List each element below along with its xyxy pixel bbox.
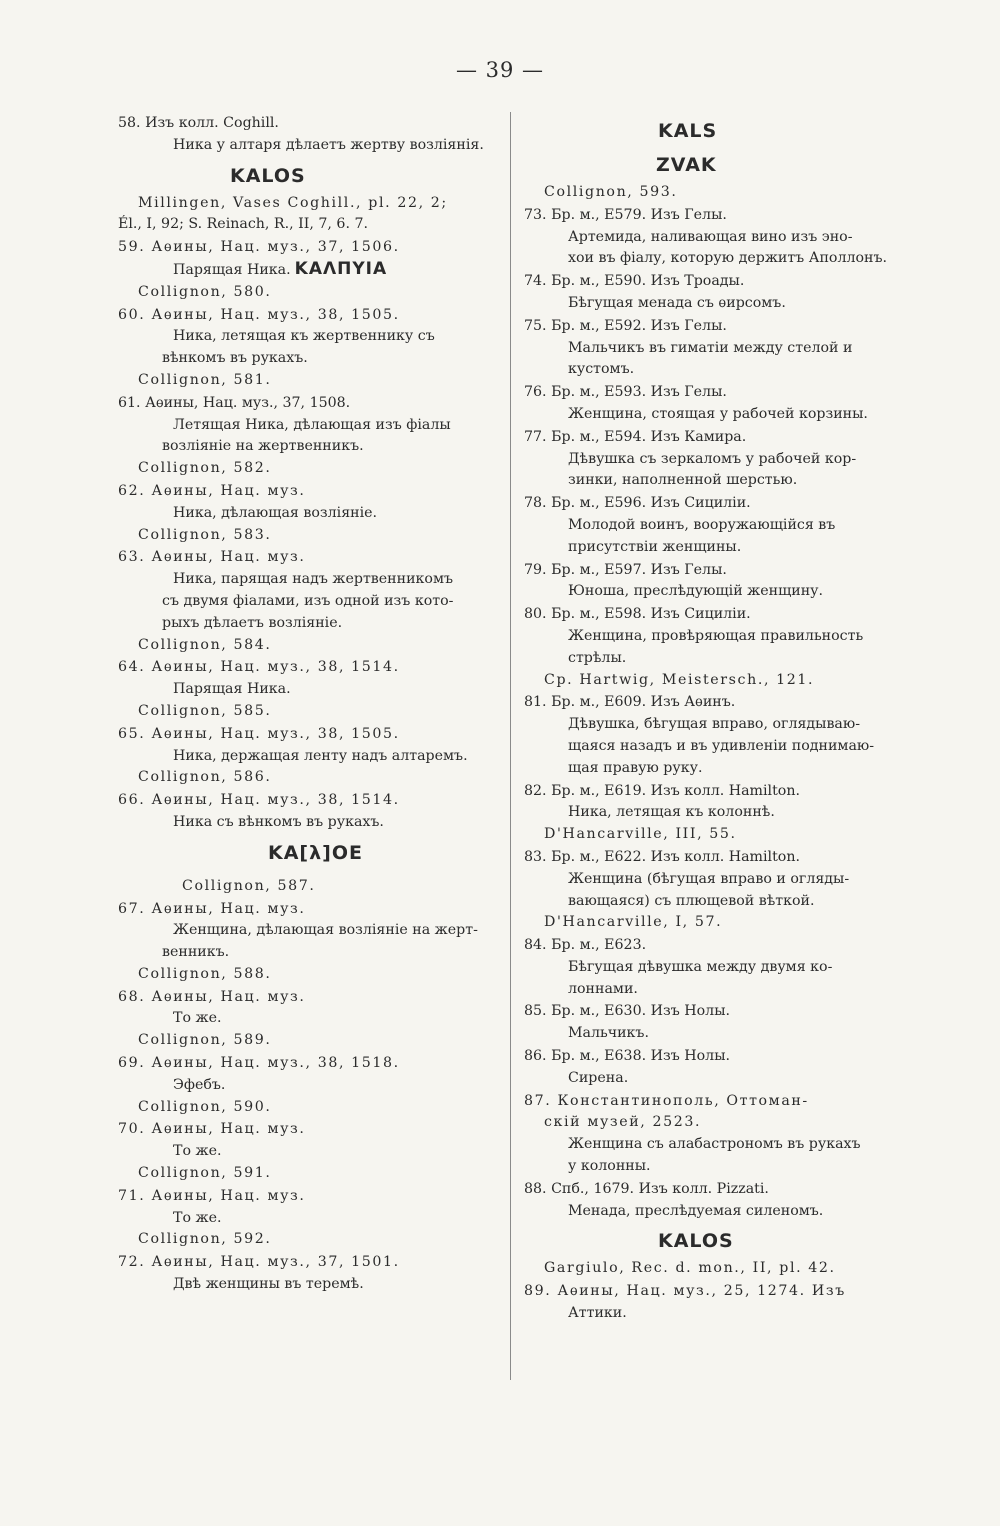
inscription-heading: ZVAK	[656, 154, 717, 176]
entry-description: Женщина, провѣряющая правильность	[568, 627, 864, 644]
collignon-reference: Collignon, 586.	[138, 769, 272, 786]
entry-description: зинки, наполненной шерстью.	[568, 472, 798, 489]
column-divider	[510, 112, 511, 1380]
collignon-reference: Collignon, 590.	[138, 1098, 272, 1115]
left-column	[118, 112, 502, 1296]
entry-description: присутствіи женщины.	[568, 538, 742, 555]
entry-description: Двѣ женщины въ теремѣ.	[173, 1276, 364, 1293]
entry-description: Ника, дѣлающая возліяніе.	[173, 504, 378, 521]
entry-description: Ника, парящая надъ жертвенникомъ	[173, 571, 454, 588]
entry-description: Женщина, стоящая у рабочей корзины.	[568, 405, 868, 422]
entry-description: вѣнкомъ въ рукахъ.	[162, 350, 308, 367]
entry-description: Бѣгущая дѣвушка между двумя ко-	[568, 958, 833, 975]
entry-description: Летящая Ника, дѣлающая изъ фіалы	[173, 416, 451, 433]
entry-line: 59. Аѳины, Нац. муз., 37, 1506.	[118, 239, 400, 256]
entry-description: Молодой воинъ, вооружающійся въ	[568, 516, 836, 533]
inscription-heading-inline: KAΛΠYIA	[294, 258, 388, 279]
inscription-heading: KALOS	[230, 164, 306, 187]
entry-description: возліяніе на жертвенникъ.	[162, 438, 364, 455]
entry-description: Ника у алтаря дѣлаетъ жертву возліянія.	[173, 136, 484, 153]
entry-description: Парящая Ника.	[173, 681, 291, 698]
entry-line: 85. Бр. м., E630. Изъ Нолы.	[524, 1003, 730, 1020]
collignon-reference: Collignon, 588.	[138, 965, 272, 982]
entry-line: 73. Бр. м., E579. Изъ Гелы.	[524, 206, 727, 223]
entry-line: 76. Бр. м., E593. Изъ Гелы.	[524, 384, 727, 401]
entry-line: 61. Аѳины, Нац. муз., 37, 1508.	[118, 394, 351, 411]
entry-description: Ника, держащая ленту надъ алтаремъ.	[173, 747, 468, 764]
entry-description: Мальчикъ въ гиматіи между стелой и	[568, 339, 853, 356]
entry-description: Женщина съ алабастрономъ въ рукахъ	[568, 1136, 861, 1153]
entry-line: 77. Бр. м., E594. Изъ Камира.	[524, 428, 747, 445]
entry-line: 84. Бр. м., E623.	[524, 937, 647, 954]
entry-description: вающаяся) съ плющевой вѣткой.	[568, 892, 815, 909]
entry-line: 88. Спб., 1679. Изъ колл. Pizzati.	[524, 1180, 769, 1197]
entry-description: стрѣлы.	[568, 649, 627, 666]
reference-line: Él., I, 92; S. Reinach, R., II, 7, 6. 7.	[118, 216, 369, 233]
entry-description: у колонны.	[568, 1158, 651, 1175]
entry-description: Аттики.	[568, 1305, 627, 1322]
entry-line: 71. Аѳины, Нац. муз.	[118, 1187, 306, 1204]
collignon-reference: Collignon, 580.	[138, 283, 272, 300]
entry-line: 63. Аѳины, Нац. муз.	[118, 549, 306, 566]
reference-line: D'Hancarville, I, 57.	[544, 914, 723, 931]
entry-line: 81. Бр. м., E609. Изъ Аѳинъ.	[524, 694, 736, 711]
collignon-reference: Collignon, 593.	[544, 184, 678, 200]
collignon-reference: Collignon, 587.	[182, 877, 316, 894]
entry-description	[118, 259, 502, 282]
entry-description: венникъ.	[162, 944, 230, 961]
entry-line: 60. Аѳины, Нац. муз., 38, 1505.	[118, 306, 400, 323]
entry-line: 82. Бр. м., E619. Изъ колл. Hamilton.	[524, 782, 800, 799]
collignon-reference: Collignon, 592.	[138, 1231, 272, 1248]
collignon-reference: Collignon, 583.	[138, 526, 272, 543]
entry-description: лоннами.	[568, 980, 638, 997]
entry-line: 78. Бр. м., E596. Изъ Сициліи.	[524, 495, 751, 512]
page-number: — 39 —	[455, 58, 545, 82]
entry-line: 70. Аѳины, Нац. муз.	[118, 1121, 306, 1138]
reference-line: Millingen, Vases Coghill., pl. 22, 2;	[138, 194, 448, 211]
inscription-heading: KA[λ]OE	[268, 841, 363, 864]
entry-description: Женщина, дѣлающая возліяніе на жерт-	[173, 922, 478, 939]
entry-line: 64. Аѳины, Нац. муз., 38, 1514.	[118, 659, 400, 676]
entry-line: 68. Аѳины, Нац. муз.	[118, 988, 306, 1005]
reference-line: Gargiulo, Rec. d. mon., II, pl. 42.	[544, 1260, 836, 1277]
entry-description-text: Парящая Ника.	[173, 261, 291, 278]
entry-line: 65. Аѳины, Нац. муз., 38, 1505.	[118, 725, 400, 742]
entry-description: Сирена.	[568, 1069, 629, 1086]
entry-line: 58. Изъ колл. Coghill.	[118, 115, 279, 131]
entry-line: 86. Бр. м., E638. Изъ Нолы.	[524, 1048, 730, 1065]
collignon-reference: Collignon, 582.	[138, 460, 272, 477]
entry-description: Юноша, преслѣдующій женщину.	[568, 583, 824, 600]
entry-line: 80. Бр. м., E598. Изъ Сициліи.	[524, 606, 751, 623]
entry-description: Эфебъ.	[173, 1076, 226, 1093]
collignon-reference: Collignon, 591.	[138, 1165, 272, 1182]
entry-description: Ника, летящая къ жертвеннику съ	[173, 328, 435, 345]
collignon-reference: Collignon, 589.	[138, 1032, 272, 1049]
entry-line: 74. Бр. м., E590. Изъ Троады.	[524, 273, 745, 290]
inscription-heading: KALOS	[658, 1230, 734, 1253]
entry-description: Артемида, наливающая вино изъ эно-	[568, 228, 853, 245]
entry-line: 79. Бр. м., E597. Изъ Гелы.	[524, 561, 727, 578]
entry-description: кустомъ.	[568, 361, 635, 378]
entry-line: 67. Аѳины, Нац. муз.	[118, 900, 306, 917]
entry-description: То же.	[173, 1209, 222, 1226]
entry-line: 62. Аѳины, Нац. муз.	[118, 482, 306, 499]
entry-description: Мальчикъ.	[568, 1025, 649, 1042]
collignon-reference: Collignon, 585.	[138, 702, 272, 719]
entry-description: съ двумя фіалами, изъ одной изъ кото-	[162, 592, 454, 609]
entry-description: Ника, летящая къ колоннѣ.	[568, 804, 775, 821]
entry-description: Дѣвушка, бѣгущая вправо, оглядываю-	[568, 716, 861, 733]
entry-description: То же.	[173, 1010, 222, 1027]
entry-line: 87. Константинополь, Оттоман-	[524, 1092, 809, 1109]
entry-description: хои въ фіалу, которую держитъ Аполлонъ.	[568, 250, 888, 267]
entry-line: 69. Аѳины, Нац. муз., 38, 1518.	[118, 1055, 400, 1072]
entry-line: 75. Бр. м., E592. Изъ Гелы.	[524, 317, 727, 334]
right-column	[524, 112, 894, 1325]
inscription-heading: KALS	[658, 120, 718, 142]
reference-line: D'Hancarville, III, 55.	[544, 826, 737, 843]
entry-line: 89. Аѳины, Нац. муз., 25, 1274. Изъ	[524, 1283, 846, 1300]
entry-description: Бѣгущая менада съ ѳирсомъ.	[568, 294, 786, 311]
entry-description: Ника съ вѣнкомъ въ рукахъ.	[173, 813, 384, 830]
entry-description: То же.	[173, 1143, 222, 1160]
entry-line: 83. Бр. м., E622. Изъ колл. Hamilton.	[524, 848, 800, 865]
entry-line: 72. Аѳины, Нац. муз., 37, 1501.	[118, 1254, 400, 1271]
entry-description: Дѣвушка съ зеркаломъ у рабочей кор-	[568, 450, 857, 467]
entry-description: щаяся назадъ и въ удивленіи поднимаю-	[568, 737, 875, 754]
entry-description: щая правую руку.	[568, 759, 703, 776]
entry-description: рыхъ дѣлаетъ возліяніе.	[162, 614, 343, 631]
collignon-reference: Collignon, 581.	[138, 371, 272, 388]
collignon-reference: Collignon, 584.	[138, 636, 272, 653]
entry-description: Менада, преслѣдуемая силеномъ.	[568, 1202, 824, 1219]
reference-line: Ср. Hartwig, Meistersch., 121.	[544, 671, 815, 688]
entry-line: 66. Аѳины, Нац. муз., 38, 1514.	[118, 792, 400, 809]
entry-description: Женщина (бѣгущая вправо и огляды-	[568, 870, 850, 887]
entry-line-continuation: скій музей, 2523.	[544, 1114, 702, 1131]
